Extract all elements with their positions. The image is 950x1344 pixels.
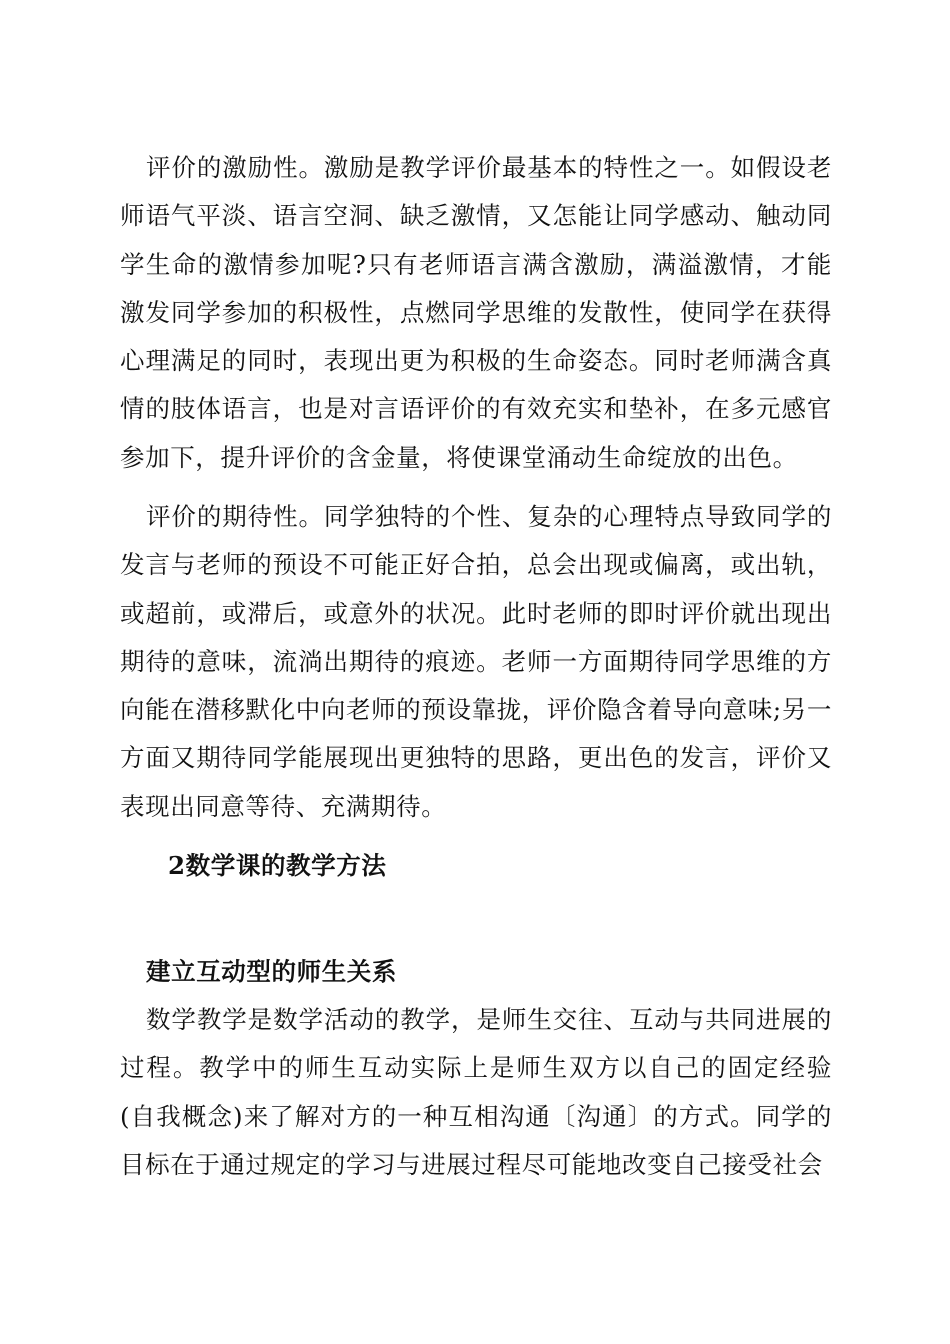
section-heading: 2数学课的教学方法	[168, 851, 387, 880]
paragraph-text: 评价的激励性。激励是教学评价最基本的特性之一。如假设老师语气平淡、语言空洞、缺乏激情，又怎能让同学感动、触动同学生命的激情参加呢?只有老师语言满含激励，满溢激情，才能激发同学参加的积极性，点燃同学思维的发散性，使同学在获得心理满足的同时，表现出更为积极的生命姿态。同时老师满含真情的肢体语言，也是对言语评价的有效充实和垫补，在多元感官参加下，提升评价的含金量，将使课堂涌动生命绽放的出色。	[120, 153, 832, 472]
body-paragraph	[120, 996, 832, 1189]
paragraph-text: 数学教学是数学活动的教学，是师生交往、互动与共同进展的过程。教学中的师生互动实际上是师生双方以自己的固定经验(自我概念)来了解对方的一种互相沟通〔沟通〕的方式。同学的目标在于通过规定的学习与进展过程尽可能地改变自己接受社会	[120, 1005, 832, 1179]
body-paragraph	[120, 144, 832, 482]
subsection-heading: 建立互动型的师生关系	[146, 957, 397, 986]
paragraph-text: 评价的期待性。同学独特的个性、复杂的心理特点导致同学的发言与老师的预设不可能正好合拍，总会出现或偏离，或出轨，或超前，或滞后，或意外的状况。此时老师的即时评价就出现出期待的意味，流淌出期待的痕迹。老师一方面期待同学思维的方向能在潜移默化中向老师的预设靠拢，评价隐含着导向意味;另一方面又期待同学能展现出更独特的思路，更出色的发言，评价又表现出同意等待、充满期待。	[120, 502, 832, 821]
body-paragraph	[120, 493, 832, 831]
